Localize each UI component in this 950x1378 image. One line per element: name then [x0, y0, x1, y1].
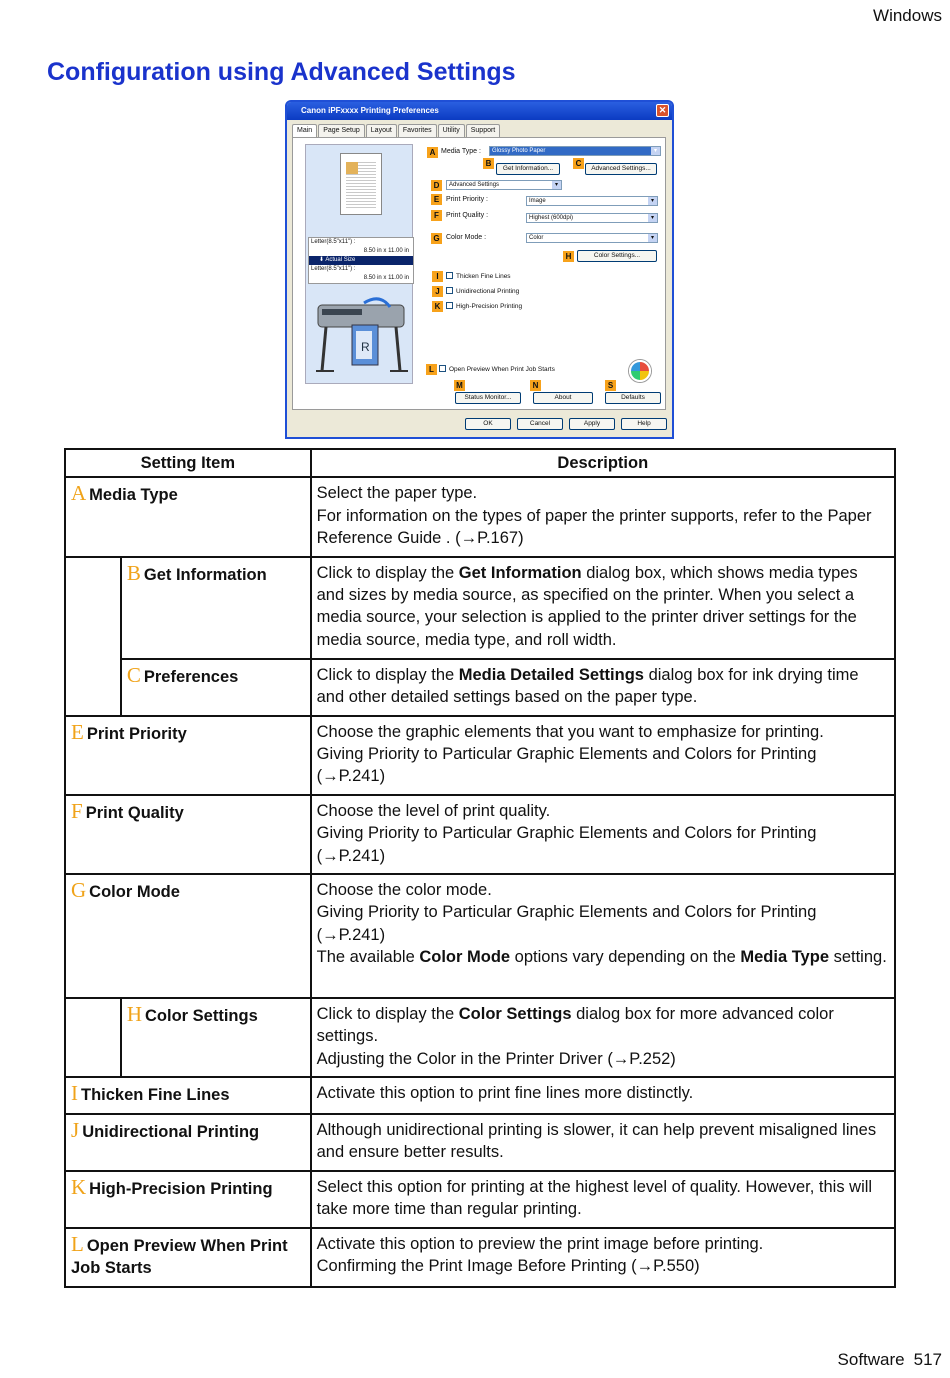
setting-item-cell: G Color Mode	[65, 874, 311, 998]
marker-b: B	[483, 158, 494, 169]
size-line-2: 8.50 in x 11.00 in	[363, 248, 409, 254]
setting-item-cell: I Thicken Fine Lines	[65, 1077, 311, 1113]
description-cell: Although unidirectional printing is slower, it can help prevent misaligned lines and ensure better results.	[311, 1114, 895, 1171]
close-icon: ✕	[656, 104, 669, 117]
table-row-thicken-fine-lines	[65, 1077, 895, 1113]
size-info-box	[308, 237, 414, 284]
help-button: Help	[621, 418, 667, 430]
column-header-description: Description	[311, 449, 895, 477]
table-row-print-priority	[65, 716, 895, 795]
table-row-unidirectional-printing	[65, 1114, 895, 1171]
paper-thumbnail	[340, 153, 382, 215]
page-footer	[838, 1350, 942, 1370]
size-line-1: Letter(8.5"x11") :	[311, 239, 356, 245]
high-precision-printing-checkbox: High-Precision Printing	[446, 302, 522, 310]
dialog-title: Canon iPFxxxx Printing Preferences	[301, 106, 439, 115]
indent-cell	[65, 998, 121, 1077]
marker-h: H	[563, 251, 574, 262]
defaults-button: Defaults	[605, 392, 661, 404]
preview-area	[305, 144, 413, 384]
tab-page-setup: Page Setup	[318, 124, 365, 137]
marker-m: M	[454, 380, 465, 391]
tab-favorites: Favorites	[398, 124, 437, 137]
table-row-color-settings	[65, 998, 895, 1077]
tab-main: Main	[292, 124, 317, 137]
chevron-down-icon: ▾	[651, 147, 660, 155]
marker-i: I	[432, 271, 443, 282]
print-priority-select: Image ▾	[526, 196, 658, 206]
kiosmark-logo-icon	[629, 360, 651, 382]
media-type-select: Glossy Photo Paper ▾	[489, 146, 661, 156]
open-preview-checkbox: Open Preview When Print Job Starts	[439, 365, 555, 373]
indent-cell	[65, 557, 121, 716]
setting-item-cell	[65, 477, 311, 556]
ok-button: OK	[465, 418, 511, 430]
table-row-get-information	[65, 557, 895, 659]
chevron-down-icon: ▾	[552, 181, 561, 189]
advanced-settings-button: Advanced Settings...	[585, 163, 657, 175]
table-row-color-mode	[65, 874, 895, 998]
description-cell: Click to display the Media Detailed Settings dialog box for ink drying time and other detailed settings based on the paper type.	[311, 659, 895, 716]
size-line-5: 8.50 in x 11.00 in	[363, 275, 409, 281]
color-settings-button: Color Settings...	[577, 250, 657, 262]
description-cell: Choose the color mode. Giving Priority to Particular Graphic Elements and Colors for Printing (→P.241) The available Color Mode options vary depending on the Media Type setting.	[311, 874, 895, 998]
marker-n: N	[530, 380, 541, 391]
table-row-print-quality	[65, 795, 895, 874]
unidirectional-printing-checkbox: Unidirectional Printing	[446, 287, 519, 295]
print-quality-label: Print Quality :	[446, 212, 489, 219]
item-label: Media Type	[89, 486, 178, 505]
marker-e: E	[431, 194, 442, 205]
media-type-label: Media Type :	[441, 148, 481, 155]
marker-k: K	[432, 301, 443, 312]
dialog-tabs	[292, 124, 501, 137]
print-quality-select: Highest (600dpi) ▾	[526, 213, 658, 223]
table-row-media-type	[65, 477, 895, 556]
item-letter: A	[71, 481, 87, 506]
printer-illustration-icon	[312, 295, 410, 379]
setting-item-cell: E Print Priority	[65, 716, 311, 795]
main-tab-panel	[292, 137, 666, 410]
chevron-down-icon: ▾	[648, 234, 657, 242]
status-monitor-button: Status Monitor...	[455, 392, 521, 404]
table-row-open-preview	[65, 1228, 895, 1287]
description-cell: Activate this option to print fine lines more distinctly.	[311, 1077, 895, 1113]
page-title: Configuration using Advanced Settings	[47, 58, 516, 86]
setting-item-cell: F Print Quality	[65, 795, 311, 874]
table-row-high-precision-printing	[65, 1171, 895, 1228]
setting-item-cell: H Color Settings	[121, 998, 311, 1077]
mode-select: Advanced Settings ▾	[446, 180, 562, 190]
header-section-label: Windows	[873, 6, 942, 25]
settings-table	[64, 448, 896, 1288]
color-mode-label: Color Mode :	[446, 234, 487, 241]
get-information-button: Get Information...	[496, 163, 560, 175]
printing-preferences-dialog-screenshot	[285, 100, 674, 439]
description-cell: Choose the graphic elements that you want to emphasize for printing. Giving Priority to Particular Graphic Elements and Colors for Printing (→P.241)	[311, 716, 895, 795]
description-cell: Click to display the Color Settings dialog box for more advanced color settings. Adjusting the Color in the Printer Driver (→P.252)	[311, 998, 895, 1077]
marker-c: C	[573, 158, 584, 169]
table-header-row	[65, 449, 895, 477]
marker-g: G	[431, 233, 442, 244]
size-line-4: Letter(8.5"x11") :	[311, 266, 356, 272]
setting-item-cell: L Open Preview When Print Job Starts	[65, 1228, 311, 1287]
marker-a: A	[427, 147, 438, 158]
tab-layout: Layout	[366, 124, 397, 137]
cancel-button: Cancel	[517, 418, 563, 430]
thicken-fine-lines-checkbox: Thicken Fine Lines	[446, 272, 511, 280]
tab-utility: Utility	[438, 124, 465, 137]
print-priority-label: Print Priority :	[446, 196, 489, 203]
setting-item-cell: K High-Precision Printing	[65, 1171, 311, 1228]
description-cell: Select the paper type. For information on the types of paper the printer supports, refer to the Paper Reference Guide . (→P.167)	[311, 477, 895, 556]
marker-s: S	[605, 380, 616, 391]
marker-d: D	[431, 180, 442, 191]
chevron-down-icon: ▾	[648, 197, 657, 205]
svg-text:R: R	[361, 340, 370, 354]
page-number: 517	[913, 1350, 942, 1369]
description-cell: Activate this option to preview the print image before printing. Confirming the Print Image Before Printing (→P.550)	[311, 1228, 895, 1287]
footer-section-label: Software	[837, 1350, 905, 1369]
dialog-titlebar	[287, 102, 672, 120]
setting-item-cell: B Get Information	[121, 557, 311, 659]
column-header-setting-item: Setting Item	[65, 449, 311, 477]
setting-item-cell: C Preferences	[121, 659, 311, 716]
description-cell: Click to display the Get Information dialog box, which shows media types and sizes by media source, as specified on the printer. When you select a media source, your selection is applied to the printer driver settings for the media source, media type, and roll width.	[311, 557, 895, 659]
setting-item-cell: J Unidirectional Printing	[65, 1114, 311, 1171]
marker-j: J	[432, 286, 443, 297]
description-cell: Choose the level of print quality. Giving Priority to Particular Graphic Elements and Colors for Printing (→P.241)	[311, 795, 895, 874]
marker-l: L	[426, 364, 437, 375]
about-button: About	[533, 392, 593, 404]
chevron-down-icon: ▾	[648, 214, 657, 222]
tab-support: Support	[466, 124, 501, 137]
apply-button: Apply	[569, 418, 615, 430]
table-row-preferences	[65, 659, 895, 716]
color-mode-select: Color ▾	[526, 233, 658, 243]
marker-f: F	[431, 210, 442, 221]
size-line-3: ⬇ Actual Size	[309, 256, 413, 265]
description-cell: Select this option for printing at the highest level of quality. However, this will take more time than regular printing.	[311, 1171, 895, 1228]
